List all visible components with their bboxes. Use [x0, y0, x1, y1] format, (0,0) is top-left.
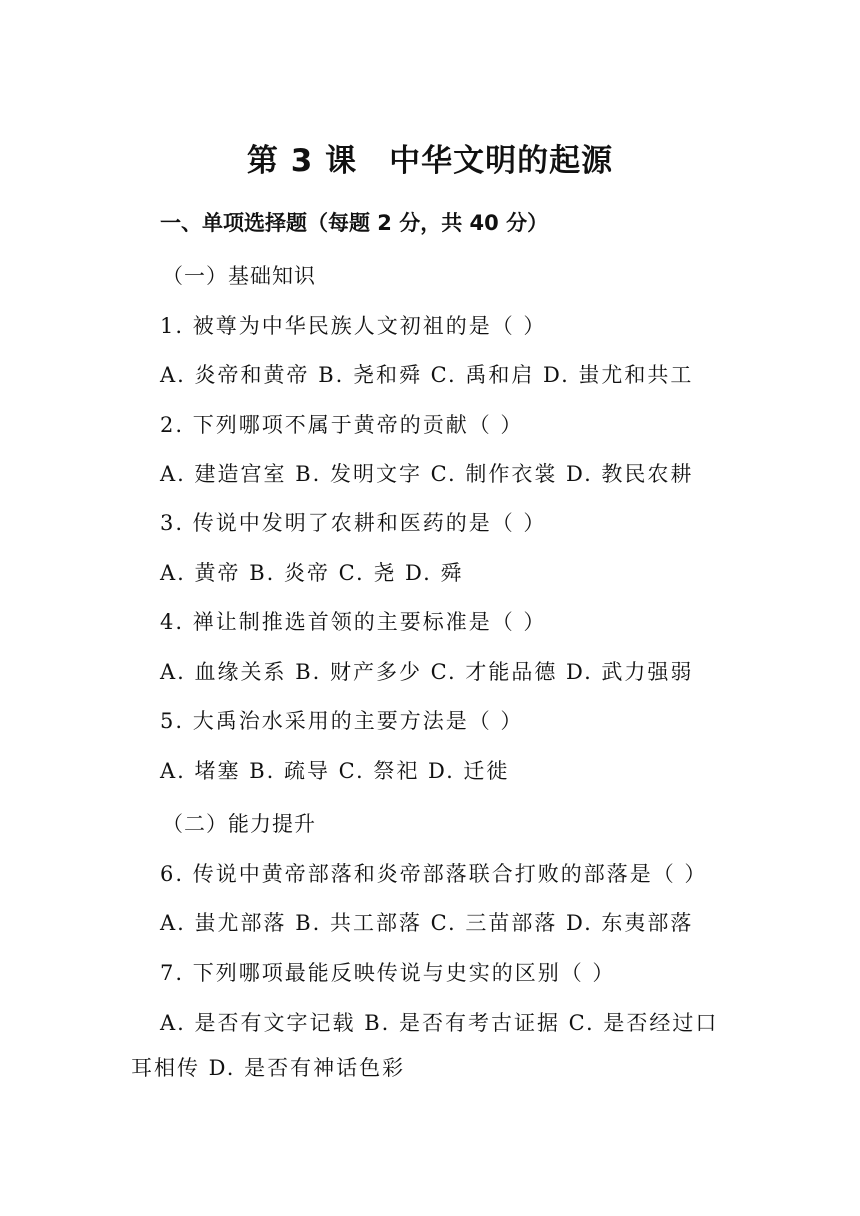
section-heading: 一、单项选择题（每题 2 分，共 40 分） — [160, 211, 549, 235]
subsection-heading: （二）能力提升 — [162, 812, 316, 836]
subsection-heading: （一）基础知识 — [162, 264, 316, 288]
question-7-options-line2: 耳相传 D. 是否有神话色彩 — [131, 1056, 406, 1080]
question-2-options: A. 建造宫室 B. 发明文字 C. 制作衣裳 D. 教民农耕 — [160, 462, 694, 486]
question-6: 6. 传说中黄帝部落和炎帝部落联合打败的部落是（ ） — [160, 862, 708, 886]
question-5-options: A. 堵塞 B. 疏导 C. 祭祀 D. 迁徙 — [160, 759, 510, 783]
question-5: 5. 大禹治水采用的主要方法是（ ） — [160, 709, 524, 733]
question-4: 4. 禅让制推选首领的主要标准是（ ） — [160, 610, 547, 634]
question-7: 7. 下列哪项最能反映传说与史实的区别（ ） — [160, 961, 616, 985]
question-3: 3. 传说中发明了农耕和医药的是（ ） — [160, 511, 547, 535]
question-3-options: A. 黄帝 B. 炎帝 C. 尧 D. 舜 — [160, 561, 464, 585]
question-1: 1. 被尊为中华民族人文初祖的是（ ） — [160, 314, 547, 338]
question-2: 2. 下列哪项不属于黄帝的贡献（ ） — [160, 413, 524, 437]
question-6-options: A. 蚩尤部落 B. 共工部落 C. 三苗部落 D. 东夷部落 — [160, 911, 694, 935]
question-1-options: A. 炎帝和黄帝 B. 尧和舜 C. 禹和启 D. 蚩尤和共工 — [160, 363, 694, 387]
question-4-options: A. 血缘关系 B. 财产多少 C. 才能品德 D. 武力强弱 — [160, 660, 694, 684]
page-title: 第 3 课 中华文明的起源 — [246, 143, 614, 179]
question-7-options-line1: A. 是否有文字记载 B. 是否有考古证据 C. 是否经过口 — [160, 1011, 719, 1035]
